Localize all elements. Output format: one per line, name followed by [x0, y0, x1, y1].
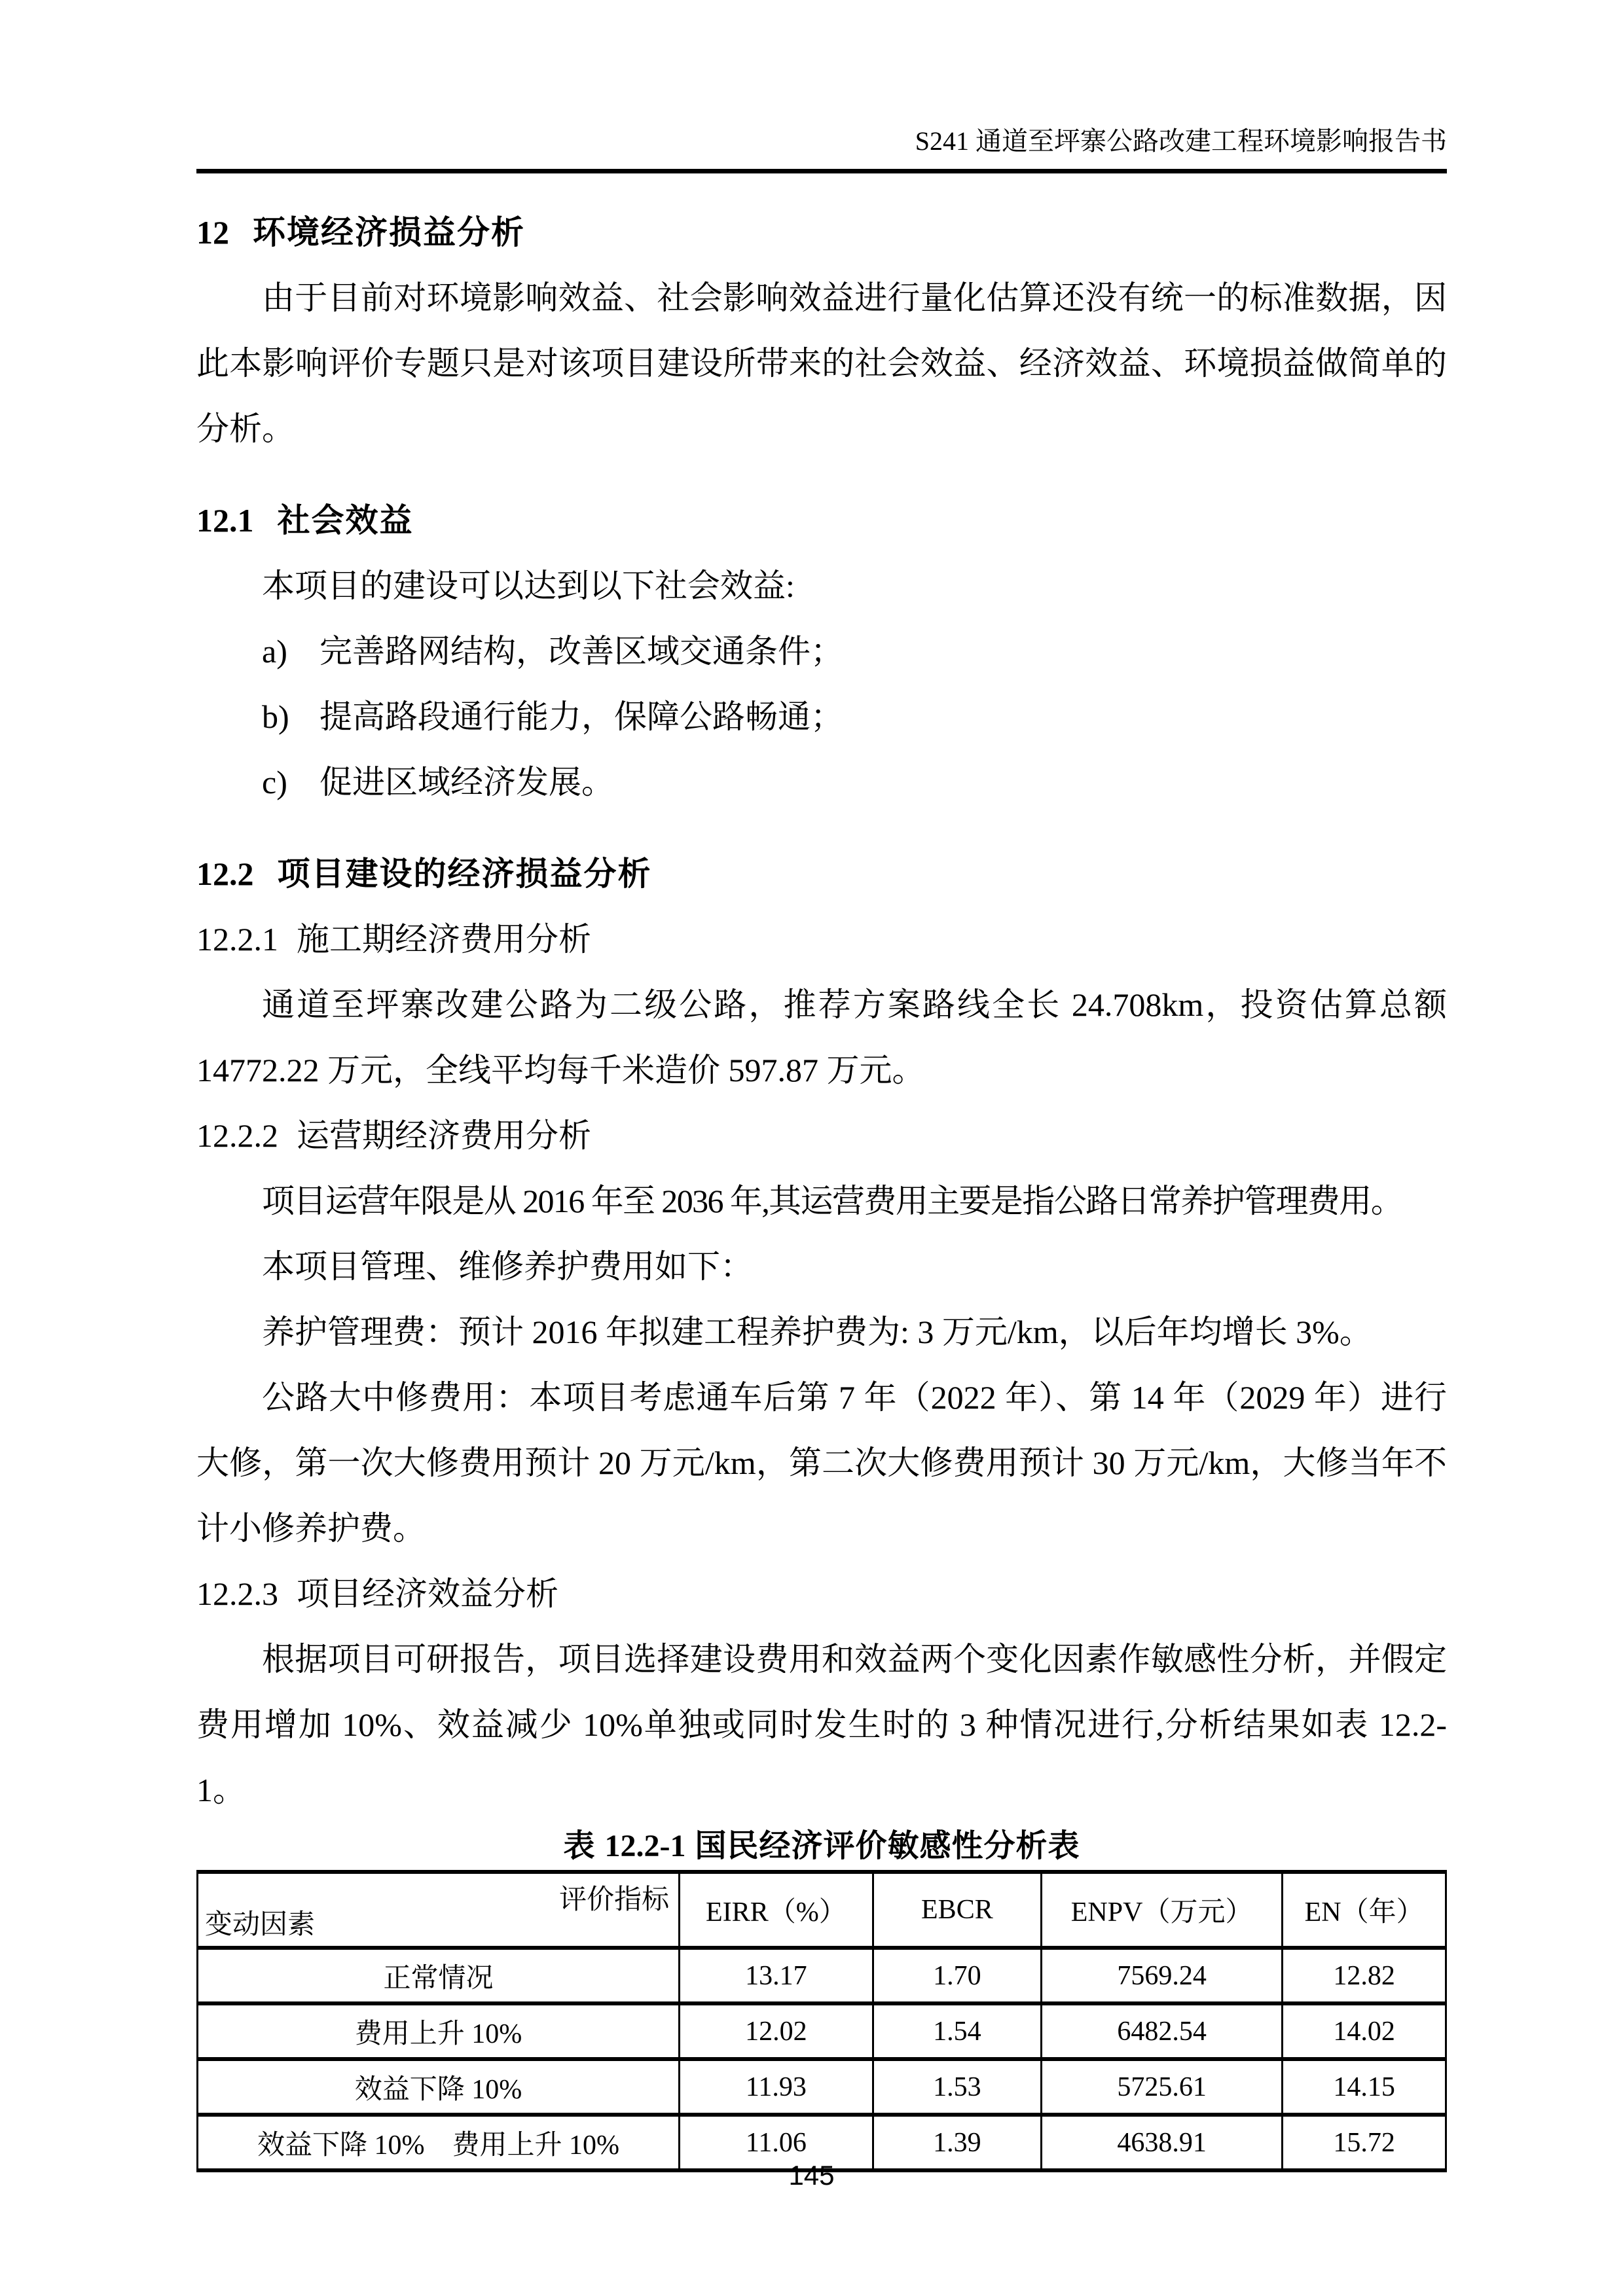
- corner-label-indicator: 评价指标: [559, 1885, 670, 1915]
- benefit-item-b: [196, 684, 1447, 749]
- caption-label: 表: [563, 1829, 596, 1863]
- cell-eirr: 11.06: [680, 2115, 873, 2170]
- section-number: 12.2.1: [196, 921, 278, 958]
- cell-ebcr: 1.39: [873, 2115, 1041, 2170]
- section-title: 施工期经济费用分析: [297, 921, 591, 958]
- section-title: 项目建设的经济损益分析: [277, 855, 652, 892]
- benefit-item-c: [196, 749, 1447, 815]
- section-number: 12.2.3: [196, 1575, 278, 1612]
- paragraph-sensitivity: 根据项目可研报告，项目选择建设费用和效益两个变化因素作敏感性分析，并假定费用增加 10%、效益减少 10%单独或同时发生时的 3 种情况进行,分析结果如表 12.2-1。: [196, 1641, 1447, 1808]
- cell-en: 15.72: [1283, 2115, 1446, 2170]
- page-number: 145: [788, 2160, 835, 2191]
- list-marker: a): [262, 633, 287, 670]
- caption-number: 12.2-1: [604, 1829, 686, 1863]
- list-text: 促进区域经济发展。: [319, 764, 614, 800]
- cell-ebcr: 1.53: [873, 2059, 1041, 2115]
- paragraph-maintenance-lead: 本项目管理、维修养护费用如下：: [262, 1248, 753, 1285]
- list-marker: b): [262, 698, 289, 735]
- section-title: 环境经济损益分析: [253, 214, 525, 251]
- list-text: 完善路网结构，改善区域交通条件；: [319, 633, 843, 670]
- table-row-cost-up: [198, 2003, 1446, 2059]
- running-header: S241 通道至坪寨公路改建工程环境影响报告书: [915, 126, 1447, 156]
- column-header-en: EN（年）: [1283, 1872, 1446, 1948]
- table-row-benefit-down: [198, 2059, 1446, 2115]
- section-heading-12-2-3: [196, 1561, 1447, 1626]
- table-row-normal: [198, 1948, 1446, 2003]
- sensitivity-table: [196, 1870, 1447, 2172]
- page-content: [196, 0, 1447, 2172]
- header-rule: [196, 169, 1447, 173]
- cell-en: 12.82: [1283, 1948, 1446, 2003]
- paragraph-operation-period: 项目运营年限是从 2016 年至 2036 年,其运营费用主要是指公路日常养护管理费用。: [262, 1183, 1403, 1219]
- benefit-item-a: [196, 619, 1447, 684]
- cell-ebcr: 1.54: [873, 2003, 1041, 2059]
- caption-text: 国民经济评价敏感性分析表: [695, 1829, 1080, 1863]
- table-header-row: [198, 1872, 1446, 1948]
- section-heading-12-1: [196, 488, 1447, 553]
- paragraph-construction-cost: 通道至坪寨改建公路为二级公路，推荐方案路线全长 24.708km，投资估算总额 14772.22 万元，全线平均每千米造价 597.87 万元。: [196, 986, 1447, 1088]
- cell-eirr: 12.02: [680, 2003, 873, 2059]
- section-title: 社会效益: [277, 502, 414, 539]
- section-number: 12.2: [196, 855, 254, 892]
- list-text: 提高路段通行能力，保障公路畅通；: [319, 698, 843, 735]
- section-heading-12: [196, 200, 1447, 265]
- cell-en: 14.02: [1283, 2003, 1446, 2059]
- paragraph-maintenance-fee: 养护管理费：预计 2016 年拟建工程养护费为: 3 万元/km，以后年均增长 3%。: [262, 1314, 1372, 1350]
- column-header-ebcr: EBCR: [873, 1872, 1041, 1948]
- paragraph-intro: 由于目前对环境影响效益、社会影响效益进行量化估算还没有统一的标准数据，因此本影响评价专题只是对该项目建设所带来的社会效益、经济效益、环境损益做简单的分析。: [196, 279, 1447, 447]
- section-number: 12: [196, 214, 229, 251]
- section-heading-12-2: [196, 841, 1447, 906]
- column-header-eirr: EIRR（%）: [680, 1872, 873, 1948]
- corner-label-factor: 变动因素: [205, 1910, 316, 1940]
- row-label: 费用上升 10%: [198, 2003, 680, 2059]
- list-marker: c): [262, 764, 287, 800]
- cell-enpv: 4638.91: [1042, 2115, 1283, 2170]
- row-label: 正常情况: [198, 1948, 680, 2003]
- cell-ebcr: 1.70: [873, 1948, 1041, 2003]
- table-corner-cell: [198, 1872, 680, 1948]
- paragraph-overhaul-fee: 公路大中修费用：本项目考虑通车后第 7 年（2022 年）、第 14 年（2029 年）进行大修，第一次大修费用预计 20 万元/km，第二次大修费用预计 30 万元/km，大修当年不计小修养护费。: [196, 1379, 1447, 1547]
- section-heading-12-2-1: [196, 906, 1447, 972]
- section-number: 12.1: [196, 502, 254, 539]
- section-heading-12-2-2: [196, 1103, 1447, 1168]
- section-title: 运营期经济费用分析: [297, 1117, 591, 1154]
- cell-enpv: 6482.54: [1042, 2003, 1283, 2059]
- cell-eirr: 13.17: [680, 1948, 873, 2003]
- cell-enpv: 5725.61: [1042, 2059, 1283, 2115]
- cell-en: 14.15: [1283, 2059, 1446, 2115]
- cell-eirr: 11.93: [680, 2059, 873, 2115]
- cell-enpv: 7569.24: [1042, 1948, 1283, 2003]
- table-caption: [196, 1823, 1447, 1870]
- section-title: 项目经济效益分析: [297, 1575, 558, 1612]
- section-number: 12.2.2: [196, 1117, 278, 1154]
- row-label: 效益下降 10%: [198, 2059, 680, 2115]
- paragraph-social-lead: 本项目的建设可以达到以下社会效益:: [262, 567, 795, 604]
- row-label: 效益下降 10% 费用上升 10%: [198, 2115, 680, 2170]
- column-header-enpv: ENPV（万元）: [1042, 1872, 1283, 1948]
